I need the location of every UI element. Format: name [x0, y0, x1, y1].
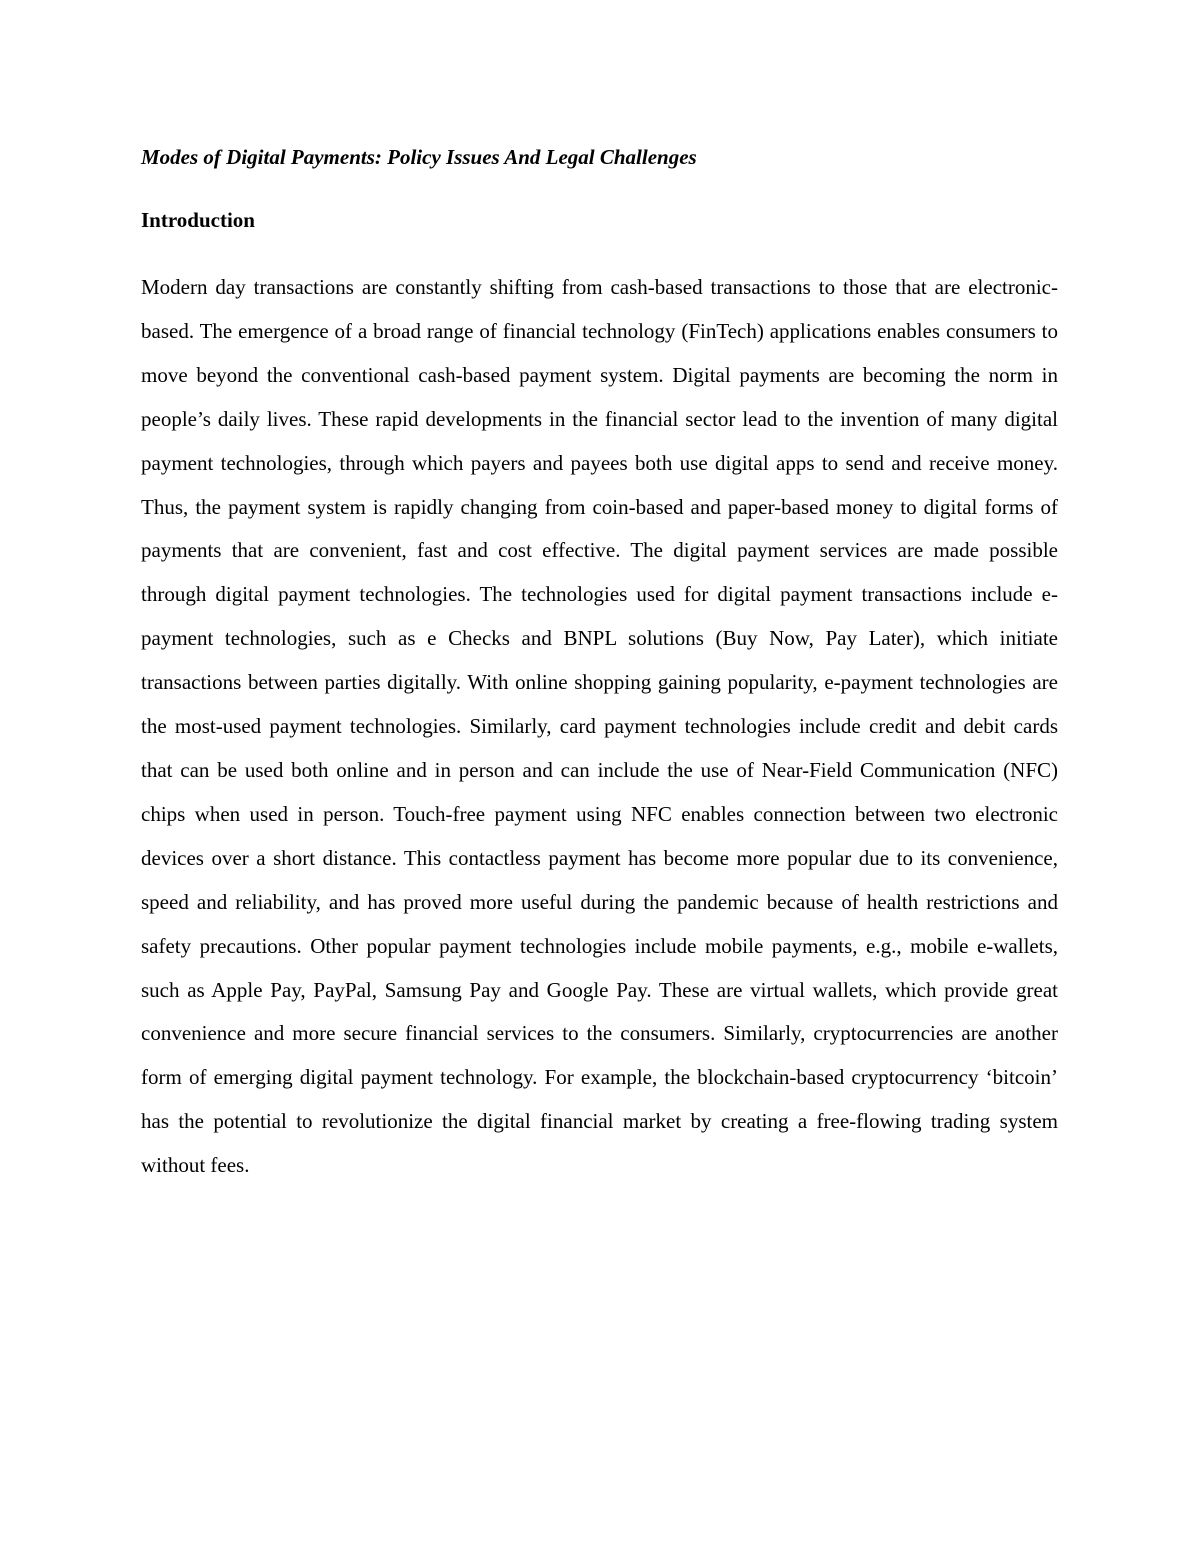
- page-content: [141, 140, 1058, 1188]
- introduction-paragraph: Modern day transactions are constantly shifting from cash-based transactions to those that are electronic-based. The emergence of a broad range of financial technology (FinTech) applications enables consumers to move beyond the conventional cash-based payment system. Digital payments are becoming the norm in people’s daily lives. These rapid developments in the financial sector lead to the invention of many digital payment technologies, through which payers and payees both use digital apps to send and receive money. Thus, the payment system is rapidly changing from coin-based and paper-based money to digital forms of payments that are convenient, fast and cost effective. The digital payment services are made possible through digital payment technologies. The technologies used for digital payment transactions include e-payment technologies, such as e Checks and BNPL solutions (Buy Now, Pay Later), which initiate transactions between parties digitally. With online shopping gaining popularity, e-payment technologies are the most-used payment technologies. Similarly, card payment technologies include credit and debit cards that can be used both online and in person and can include the use of Near-Field Communication (NFC) chips when used in person. Touch-free payment using NFC enables connection between two electronic devices over a short distance. This contactless payment has become more popular due to its convenience, speed and reliability, and has proved more useful during the pandemic because of health restrictions and safety precautions. Other popular payment technologies include mobile payments, e.g., mobile e-wallets, such as Apple Pay, PayPal, Samsung Pay and Google Pay. These are virtual wallets, which provide great convenience and more secure financial services to the consumers. Similarly, cryptocurrencies are another form of emerging digital payment technology. For example, the blockchain-based cryptocurrency ‘bitcoin’ has the potential to revolutionize the digital financial market by creating a free-flowing trading system without fees.: [141, 275, 1058, 1178]
- section-heading-introduction: Introduction: [141, 208, 255, 232]
- document-title: Modes of Digital Payments: Policy Issues And Legal Challenges: [141, 145, 697, 169]
